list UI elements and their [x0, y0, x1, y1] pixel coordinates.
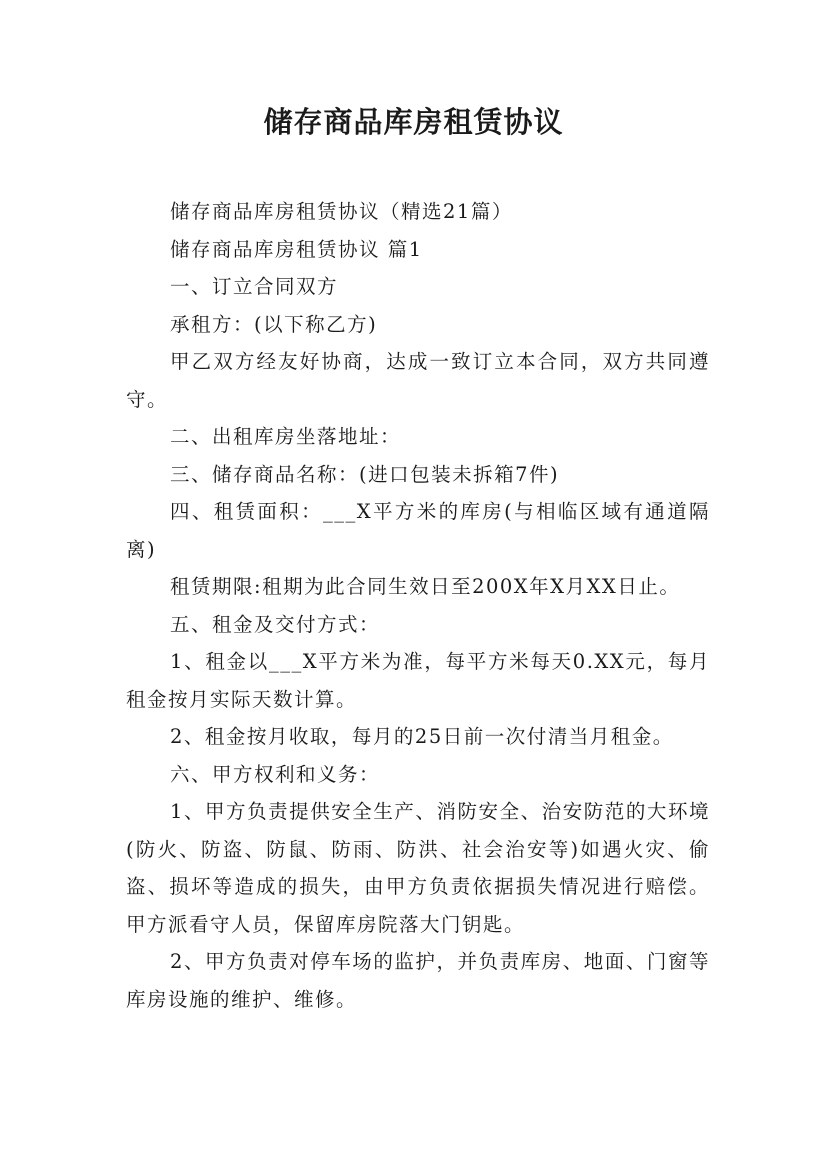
- paragraph: 1、租金以___X平方米为准，每平方米每天0.XX元，每月租金按月实际天数计算。: [126, 650, 710, 711]
- paragraph: 1、甲方负责提供安全生产、消防安全、治安防范的大环境(防火、防盗、防鼠、防雨、防洪、社会治安等)如遇火灾、偷盗、损坏等造成的损失，由甲方负责依据损失情况进行赔偿。甲方派看守人员，保留库房院落大门钥匙。: [126, 800, 710, 936]
- paragraph: 一、订立合同双方: [170, 275, 339, 298]
- paragraph: 承租方：(以下称乙方): [170, 312, 378, 336]
- paragraph-subtitle: 储存商品库房租赁协议（精选21篇）: [170, 200, 513, 223]
- paragraph: 2、租金按月收取，每月的25日前一次付清当月租金。: [170, 725, 674, 748]
- paragraph: 2、甲方负责对停车场的监护，并负责库房、地面、门窗等库房设施的维护、维修。: [126, 950, 710, 1011]
- paragraph: 五、租金及交付方式：: [170, 612, 381, 636]
- paragraph: 六、甲方权利和义务：: [170, 762, 381, 786]
- paragraph-section-heading: 储存商品库房租赁协议 篇1: [170, 237, 423, 261]
- paragraph: 四、租赁面积：___X平方米的库房(与相临区域有通道隔离): [126, 500, 710, 561]
- paragraph: 租赁期限:租期为此合同生效日至200X年X月XX日止。: [170, 575, 681, 598]
- paragraph: 甲乙双方经友好协商，达成一致订立本合同，双方共同遵守。: [126, 350, 710, 411]
- document-body: [126, 193, 710, 1018]
- paragraph: 三、储存商品名称：(进口包装未拆箱7件): [170, 462, 560, 486]
- paragraph: 二、出租库房坐落地址：: [170, 425, 402, 448]
- document-title: 储存商品库房租赁协议: [263, 105, 564, 139]
